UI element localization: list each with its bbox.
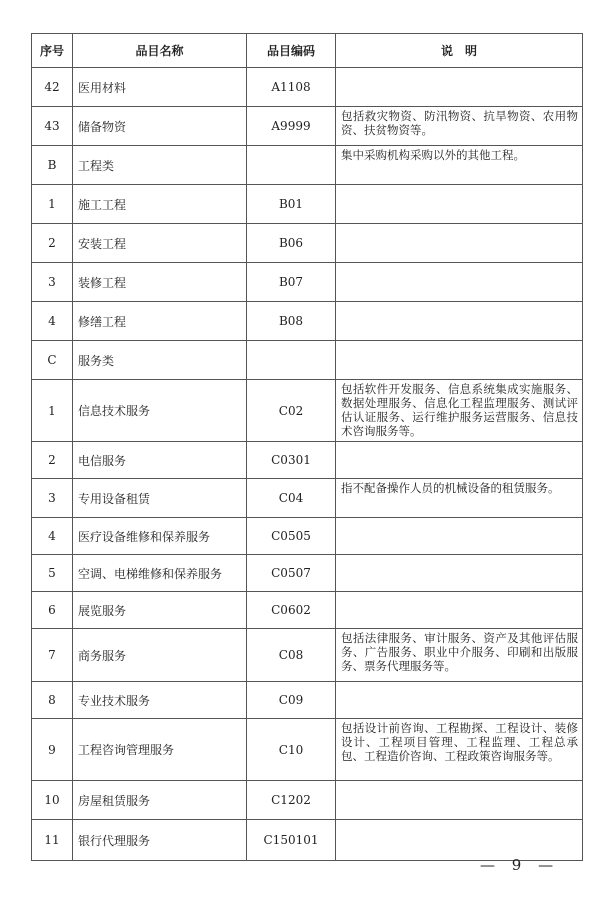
table-row <box>32 682 583 719</box>
table-row <box>32 592 583 629</box>
row-code: C0602 <box>247 592 336 629</box>
table-row <box>32 820 583 861</box>
row-name: 商务服务 <box>73 629 247 682</box>
row-seq: 43 <box>32 107 73 146</box>
row-name: 安装工程 <box>73 224 247 263</box>
row-name: 信息技术服务 <box>73 380 247 442</box>
row-seq: 4 <box>32 302 73 341</box>
row-note: 包括法律服务、审计服务、资产及其他评估服务、广告服务、职业中介服务、印刷和出版服务、票务代理服务等。 <box>336 629 583 682</box>
table-row <box>32 302 583 341</box>
row-code: C02 <box>247 380 336 442</box>
table-row <box>32 781 583 820</box>
row-seq: 6 <box>32 592 73 629</box>
header-row <box>32 34 583 68</box>
row-code: C0507 <box>247 555 336 592</box>
row-name: 银行代理服务 <box>73 820 247 861</box>
row-note: 包括软件开发服务、信息系统集成实施服务、数据处理服务、信息化工程监理服务、测试评估认证服务、运行维护服务运营服务、信息技术咨询服务等。 <box>336 380 583 442</box>
row-note <box>336 555 583 592</box>
row-seq: 7 <box>32 629 73 682</box>
table-row <box>32 341 583 380</box>
row-note <box>336 185 583 224</box>
row-name: 施工工程 <box>73 185 247 224</box>
row-note <box>336 442 583 479</box>
row-code: A9999 <box>247 107 336 146</box>
row-name: 电信服务 <box>73 442 247 479</box>
row-seq: 5 <box>32 555 73 592</box>
table-row <box>32 68 583 107</box>
page-number: — 9 — <box>480 856 560 874</box>
row-code: A1108 <box>247 68 336 107</box>
row-seq: B <box>32 146 73 185</box>
row-name: 医疗设备维修和保养服务 <box>73 518 247 555</box>
row-name: 服务类 <box>73 341 247 380</box>
row-name: 工程咨询管理服务 <box>73 719 247 781</box>
row-note: 包括设计前咨询、工程勘探、工程设计、装修设计、工程项目管理、工程监理、工程总承包、工程造价咨询、工程政策咨询服务等。 <box>336 719 583 781</box>
row-seq: C <box>32 341 73 380</box>
header-note: 说 明 <box>336 34 583 68</box>
row-code: C09 <box>247 682 336 719</box>
row-note: 包括救灾物资、防汛物资、抗旱物资、农用物资、扶贫物资等。 <box>336 107 583 146</box>
row-code: C0505 <box>247 518 336 555</box>
row-code: C150101 <box>247 820 336 861</box>
row-note <box>336 302 583 341</box>
row-note <box>336 224 583 263</box>
row-note <box>336 682 583 719</box>
table-row <box>32 518 583 555</box>
row-seq: 1 <box>32 185 73 224</box>
row-seq: 2 <box>32 442 73 479</box>
table-row <box>32 442 583 479</box>
row-name: 工程类 <box>73 146 247 185</box>
row-seq: 11 <box>32 820 73 861</box>
row-code <box>247 341 336 380</box>
table-row <box>32 719 583 781</box>
table-row <box>32 107 583 146</box>
row-seq: 2 <box>32 224 73 263</box>
row-note: 指不配备操作人员的机械设备的租赁服务。 <box>336 479 583 518</box>
row-code: B01 <box>247 185 336 224</box>
row-note <box>336 341 583 380</box>
table-row <box>32 479 583 518</box>
table-row <box>32 185 583 224</box>
table-row <box>32 263 583 302</box>
header-name: 品目名称 <box>73 34 247 68</box>
row-seq: 4 <box>32 518 73 555</box>
row-note <box>336 781 583 820</box>
row-code: B06 <box>247 224 336 263</box>
row-code: C04 <box>247 479 336 518</box>
row-name: 装修工程 <box>73 263 247 302</box>
row-code: C1202 <box>247 781 336 820</box>
row-note: 集中采购机构采购以外的其他工程。 <box>336 146 583 185</box>
row-code: C0301 <box>247 442 336 479</box>
header-seq: 序号 <box>32 34 73 68</box>
row-note <box>336 68 583 107</box>
row-name: 专用设备租赁 <box>73 479 247 518</box>
catalog-table <box>31 33 583 861</box>
row-name: 医用材料 <box>73 68 247 107</box>
table-row <box>32 224 583 263</box>
table-row <box>32 629 583 682</box>
row-code: B07 <box>247 263 336 302</box>
row-seq: 1 <box>32 380 73 442</box>
row-name: 空调、电梯维修和保养服务 <box>73 555 247 592</box>
row-note <box>336 820 583 861</box>
row-code <box>247 146 336 185</box>
row-name: 修缮工程 <box>73 302 247 341</box>
row-seq: 10 <box>32 781 73 820</box>
row-seq: 9 <box>32 719 73 781</box>
row-seq: 3 <box>32 479 73 518</box>
row-name: 展览服务 <box>73 592 247 629</box>
table-row <box>32 555 583 592</box>
row-name: 储备物资 <box>73 107 247 146</box>
header-code: 品目编码 <box>247 34 336 68</box>
row-name: 专业技术服务 <box>73 682 247 719</box>
row-name: 房屋租赁服务 <box>73 781 247 820</box>
row-seq: 42 <box>32 68 73 107</box>
row-code: B08 <box>247 302 336 341</box>
row-code: C08 <box>247 629 336 682</box>
row-note <box>336 518 583 555</box>
row-seq: 3 <box>32 263 73 302</box>
row-note <box>336 263 583 302</box>
table-row <box>32 146 583 185</box>
row-seq: 8 <box>32 682 73 719</box>
table-row <box>32 380 583 442</box>
row-code: C10 <box>247 719 336 781</box>
row-note <box>336 592 583 629</box>
